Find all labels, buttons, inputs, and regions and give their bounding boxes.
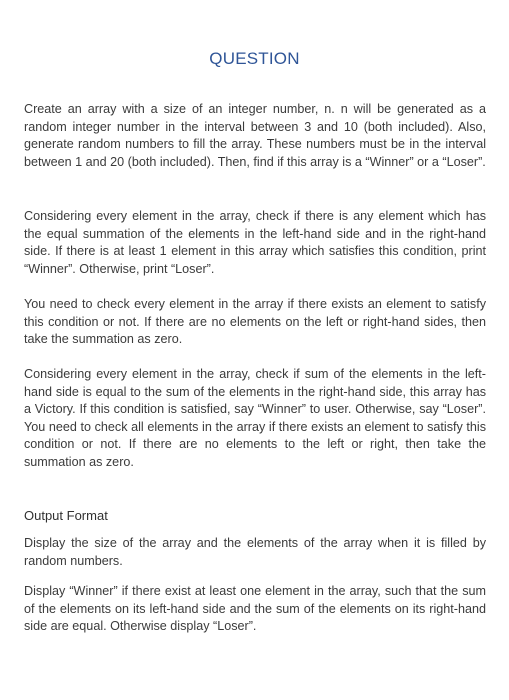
paragraph-victory-rule: Considering every element in the array, check if sum of the elements in the left-hand side is equal to the sum of the elements in the right-hand side, this array has a Victory. If this condition is satisfied, say “Winner” to user. Otherwise, say “Loser”. You need to check all elements in the array if there exists an element to satisfy this condition or not. If there are no elements to the left or right, then take the summation as zero. xyxy=(24,367,486,469)
page-title: QUESTION xyxy=(209,49,300,68)
paragraph-condition: Considering every element in the array, check if there is any element which has the equal summation of the elements in the left-hand side and in the right-hand side. If there is at least 1 element in this array which satisfies this condition, print “Winner”. Otherwise, print “Loser”. xyxy=(24,209,486,276)
paragraph-output-display-result: Display “Winner” if there exist at least one element in the array, such that the sum of the elements on its left-hand side and the sum of the elements on its right-hand side are equal. Otherwise display “Loser”. xyxy=(24,584,486,634)
paragraph-output-display-array: Display the size of the array and the elements of the array when it is filled by random numbers. xyxy=(24,536,486,568)
paragraph-problem-statement: Create an array with a size of an integer number, n. n will be generated as a random integer number in the interval between 3 and 10 (both included). Also, generate random numbers to fill the array. These numbers must be in the interval between 1 and 20 (both included). Then, find if this array is a “Winner” or a “Loser”. xyxy=(24,102,486,169)
output-format-heading: Output Format xyxy=(24,508,108,523)
paragraph-check-note: You need to check every element in the array if there exists an element to satisfy this condition or not. If there are no elements on the left or right-hand sides, then take the summation as zero. xyxy=(24,297,486,347)
